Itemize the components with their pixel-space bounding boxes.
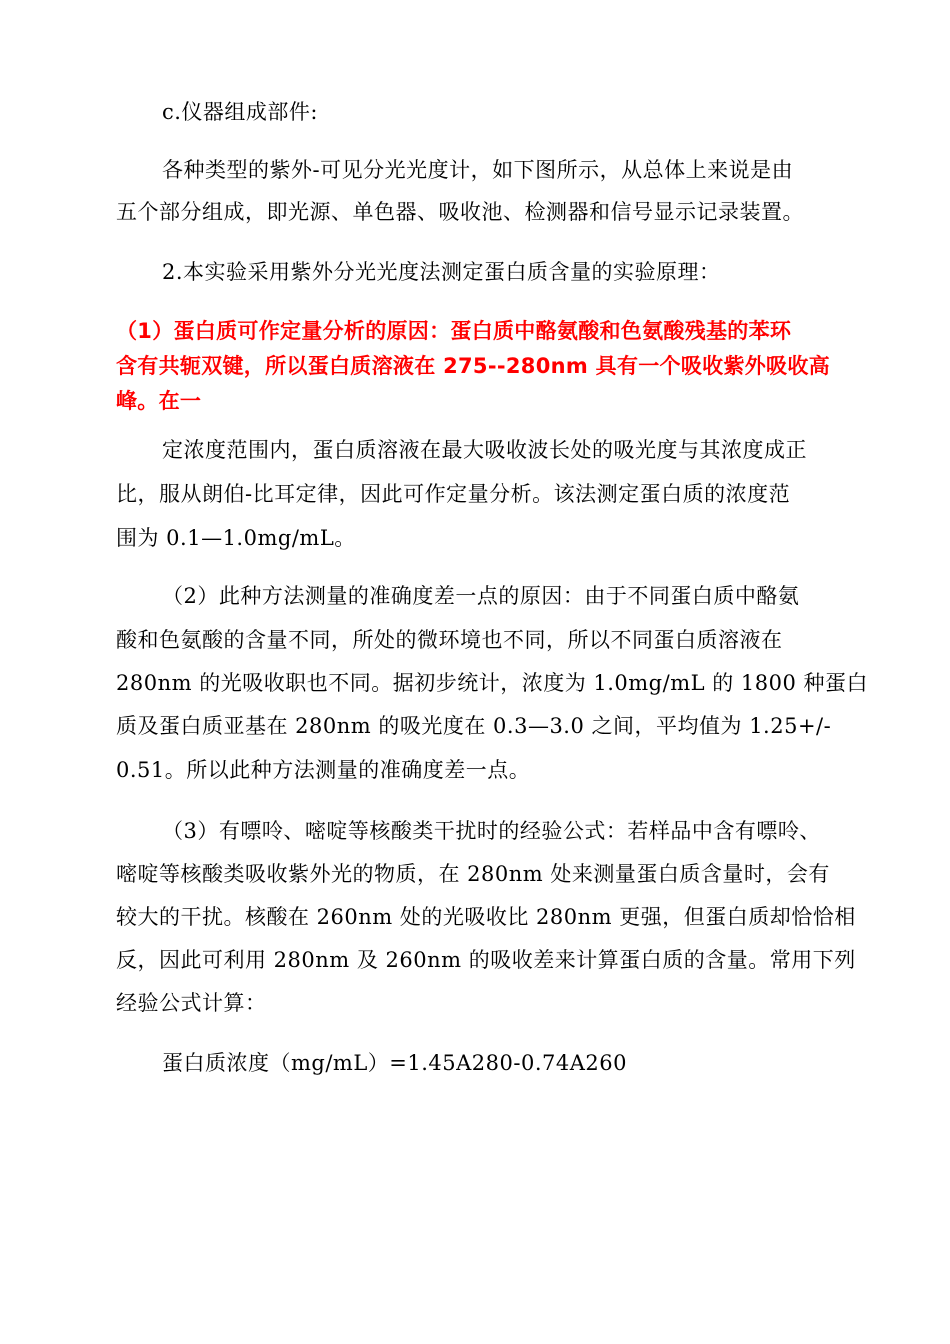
para2-line2: 比，服从朗伯-比耳定律，因此可作定量分析。该法测定蛋白质的浓度范 <box>116 482 791 506</box>
heading-c: c.仪器组成部件: <box>162 100 319 124</box>
para3-line5: 0.51。所以此种方法测量的准确度差一点。 <box>116 758 531 782</box>
para1-line2: 五个部分组成，即光源、单色器、吸收池、检测器和信号显示记录装置。 <box>116 200 804 224</box>
para1-line1: 各种类型的紫外-可见分光光度计，如下图所示，从总体上来说是由 <box>162 158 794 182</box>
para2-line1: 定浓度范围内，蛋白质溶液在最大吸收波长处的吸光度与其浓度成正 <box>162 438 807 462</box>
para4-line3: 较大的干扰。核酸在 260nm 处的光吸收比 280nm 更强，但蛋白质却恰恰相 <box>116 905 856 929</box>
para4-line4: 反，因此可利用 280nm 及 260nm 的吸收差来计算蛋白质的含量。常用下列 <box>116 948 856 972</box>
highlight-line1: （1）蛋白质可作定量分析的原因：蛋白质中酪氨酸和色氨酸残基的苯环 <box>116 319 792 343</box>
para3-line4: 质及蛋白质亚基在 280nm 的吸光度在 0.3—3.0 之间，平均值为 1.25+/- <box>116 714 832 738</box>
para4-line1: （3）有嘌呤、嘧啶等核酸类干扰时的经验公式：若样品中含有嘌呤、 <box>162 819 821 843</box>
para3-line1: （2）此种方法测量的准确度差一点的原因：由于不同蛋白质中酪氨 <box>162 584 800 608</box>
para4-line5: 经验公式计算： <box>116 991 267 1015</box>
heading-2: 2.本实验采用紫外分光光度法测定蛋白质含量的实验原理： <box>162 260 721 284</box>
highlight-line3: 峰。在一 <box>116 389 202 413</box>
para2-line3: 围为 0.1—1.0mg/mL。 <box>116 526 356 550</box>
para3-line2: 酸和色氨酸的含量不同，所处的微环境也不同，所以不同蛋白质溶液在 <box>116 628 783 652</box>
para3-line3: 280nm 的光吸收职也不同。据初步统计，浓度为 1.0mg/mL 的 1800 种蛋白 <box>116 671 869 695</box>
para4-line2: 嘧啶等核酸类吸收紫外光的物质，在 280nm 处来测量蛋白质含量时，会有 <box>116 862 830 886</box>
highlight-line2: 含有共轭双键，所以蛋白质溶液在 275--280nm 具有一个吸收紫外吸收高 <box>116 354 830 378</box>
formula-line: 蛋白质浓度（mg/mL）=1.45A280-0.74A260 <box>162 1051 627 1075</box>
